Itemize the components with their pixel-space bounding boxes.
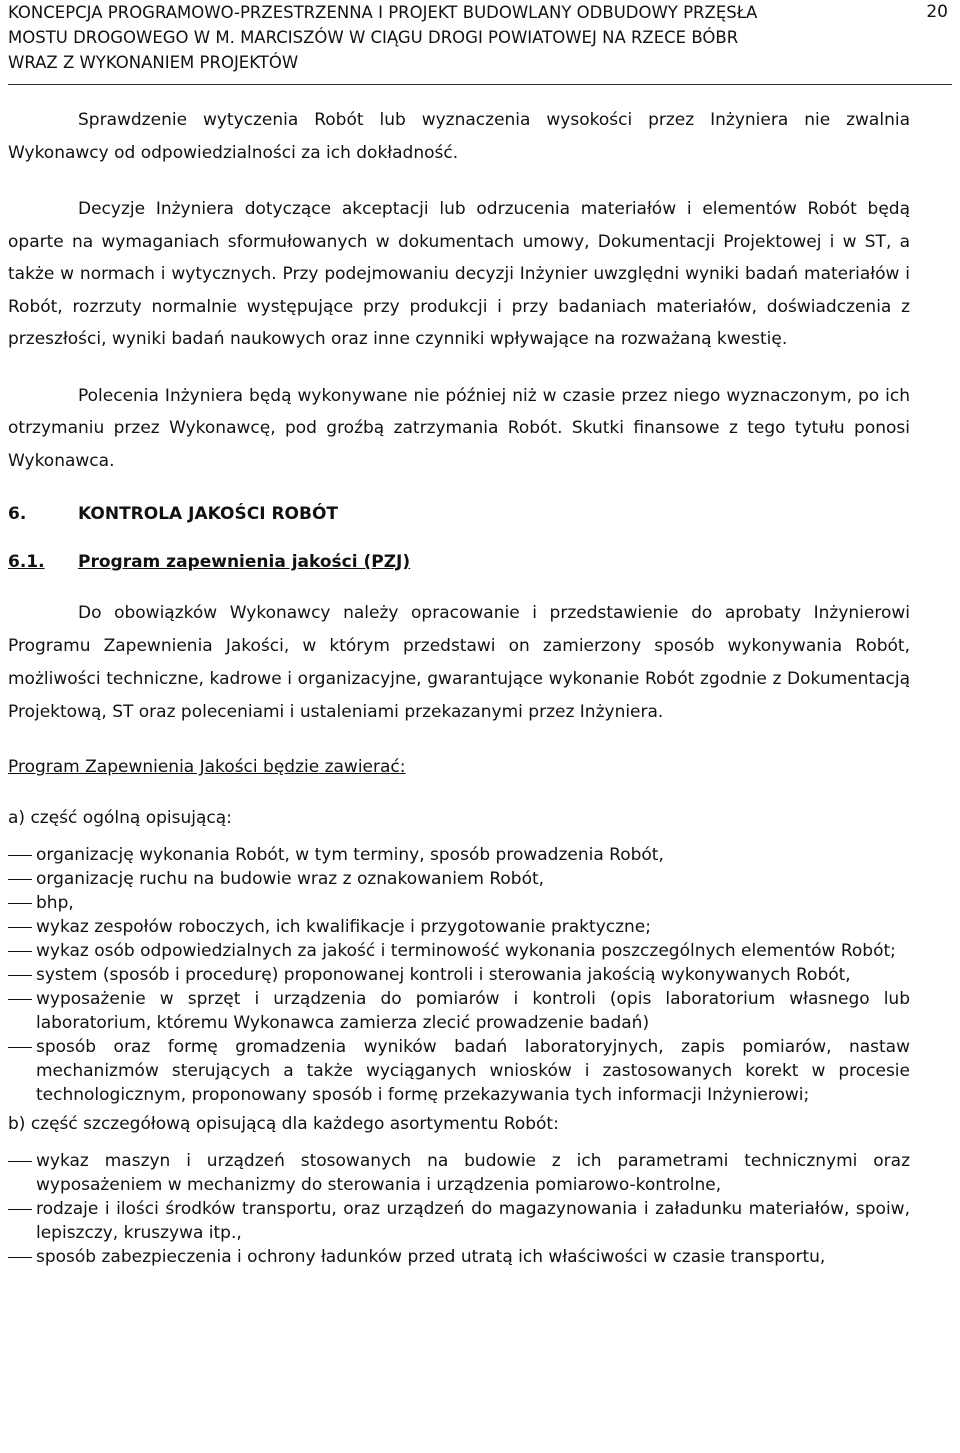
list-item: wykaz maszyn i urządzeń stosowanych na budowie z ich parametrami technicznymi oraz wyposażeniem w mechanizmy do sterowania i urządzenia pomiarowo-kontrolne, xyxy=(8,1149,910,1197)
section-heading xyxy=(8,501,910,527)
list-item: wyposażenie w sprzęt i urządzenia do pomiarów i kontroli (opis laboratorium własnego lub laboratorium, któremu Wykonawca zamierza zlecić prowadzenie badań) xyxy=(8,987,910,1035)
part-a-list xyxy=(8,843,910,1107)
header-line: WRAZ Z WYKONANIEM PROJEKTÓW xyxy=(8,53,299,72)
subsection-number: 6.1. xyxy=(8,552,45,572)
header-divider xyxy=(8,84,952,85)
paragraph-decisions: Decyzje Inżyniera dotyczące akceptacji lub odrzucenia materiałów i elementów Robót będą oparte na wymaganiach sformułowanych w dokumentach umowy, Dokumentacji Projektowej i w ST, a także w normach i wytycznych. Przy podejmowaniu decyzji Inżynier uwzględni wyniki badań materiałów i Robót, rozrzuty normalnie występujące przy produkcji i przy badaniach materiałów, doświadczenia z przeszłości, wyniki badań naukowych oraz inne czynniki wpływające na rozważaną kwestię. xyxy=(8,199,910,349)
list-item: wykaz zespołów roboczych, ich kwalifikacje i przygotowanie praktyczne; xyxy=(8,915,910,939)
section-title: KONTROLA JAKOŚCI ROBÓT xyxy=(78,504,338,524)
page-number: 20 xyxy=(926,2,948,22)
list-item: organizację ruchu na budowie wraz z oznakowaniem Robót, xyxy=(8,867,910,891)
part-b-list xyxy=(8,1149,910,1269)
document-body xyxy=(8,104,910,1273)
list-item: organizację wykonania Robót, w tym terminy, sposób prowadzenia Robót, xyxy=(8,843,910,867)
program-heading: Program Zapewnienia Jakości będzie zawierać: xyxy=(8,757,406,777)
header-line: KONCEPCJA PROGRAMOWO-PRZESTRZENNA I PROJEKT BUDOWLANY ODBUDOWY PRZĘSŁA xyxy=(8,3,758,22)
list-item: system (sposób i procedurę) proponowanej kontroli i sterowania jakością wykonywanych Robót, xyxy=(8,963,910,987)
paragraph-verification: Sprawdzenie wytyczenia Robót lub wyznaczenia wysokości przez Inżyniera nie zwalnia Wykonawcy od odpowiedzialności za ich dokładność. xyxy=(8,110,910,163)
subsection-heading xyxy=(8,549,910,575)
list-item: sposób zabezpieczenia i ochrony ładunków przed utratą ich właściwości w czasie transportu, xyxy=(8,1245,910,1269)
subsection-title: Program zapewnienia jakości (PZJ) xyxy=(78,552,411,572)
part-a-label: a) część ogólną opisującą: xyxy=(8,808,232,828)
list-item: wykaz osób odpowiedzialnych za jakość i terminowość wykonania poszczególnych elementów Robót; xyxy=(8,939,910,963)
paragraph-orders: Polecenia Inżyniera będą wykonywane nie później niż w czasie przez niego wyznaczonym, po ich otrzymaniu przez Wykonawcę, pod groźbą zatrzymania Robót. Skutki finansowe z tego tytułu ponosi Wykonawca. xyxy=(8,385,910,471)
list-item: rodzaje i ilości środków transportu, oraz urządzeń do magazynowania i załadunku materiałów, spoiw, lepiszczy, kruszywa itp., xyxy=(8,1197,910,1245)
list-item: bhp, xyxy=(8,891,910,915)
header-line: MOSTU DROGOWEGO W M. MARCISZÓW W CIĄGU DROGI POWIATOWEJ NA RZECE BÓBR xyxy=(8,28,739,47)
list-item: sposób oraz formę gromadzenia wyników badań laboratoryjnych, zapis pomiarów, nastaw mechanizmów sterujących a także wyciąganych wniosków i zastosowanych korekt w procesie technologicznym, proponowany sposób i formę przekazywania tych informacji Inżynierowi; xyxy=(8,1035,910,1107)
section-number: 6. xyxy=(8,504,27,524)
page-header xyxy=(8,0,952,75)
paragraph-pzj: Do obowiązków Wykonawcy należy opracowanie i przedstawienie do aprobaty Inżynierowi Programu Zapewnienia Jakości, w którym przedstawi on zamierzony sposób wykonywania Robót, możliwości techniczne, kadrowe i organizacyjne, gwarantujące wykonanie Robót zgodnie z Dokumentacją Projektową, ST oraz poleceniami i ustaleniami przekazanymi przez Inżyniera. xyxy=(8,603,910,722)
part-b-label: b) część szczegółową opisującą dla każdego asortymentu Robót: xyxy=(8,1114,559,1134)
